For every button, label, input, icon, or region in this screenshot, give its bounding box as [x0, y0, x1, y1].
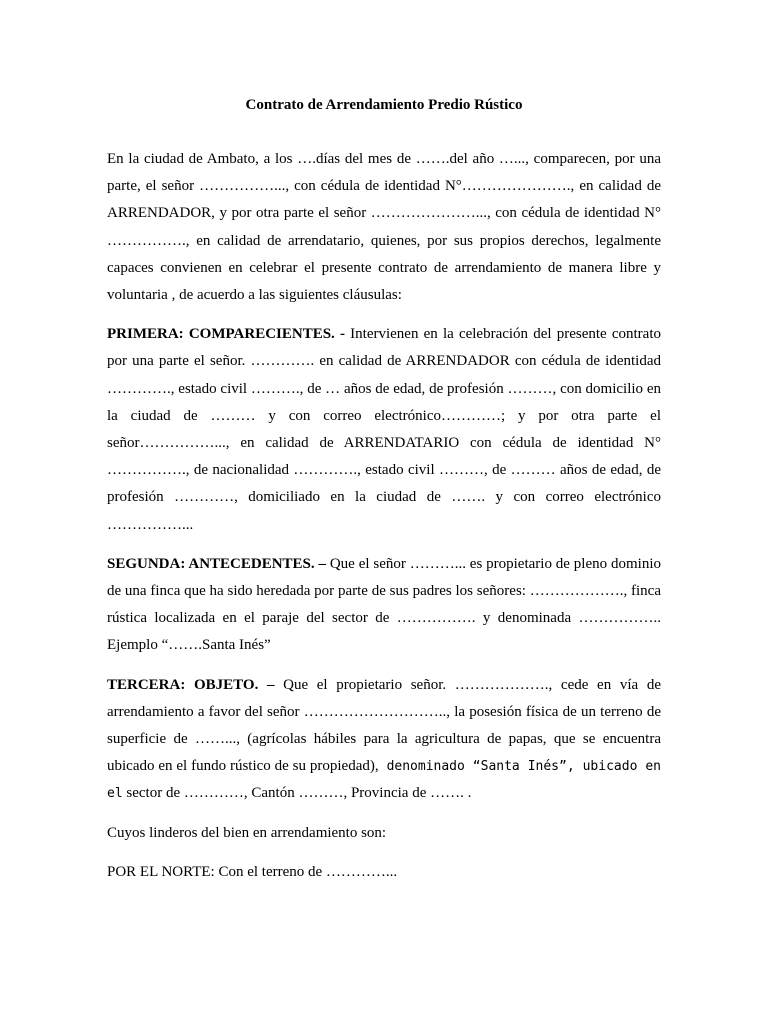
document-page	[107, 96, 661, 898]
clause-text: Que el propietario señor. ………………., cede en vía de arrendamiento a favor del señor ……………………….., la posesión física de un terreno de superficie de ……..., (agrícolas hábiles para la agricultura de papas, que se encuentra ubicado en el fundo rústico de su propiedad),	[107, 676, 662, 775]
clause-text: Intervienen en la celebración del presente contrato por una parte el señor. …………. en calidad de ARRENDADOR con cédula de identidad …………., estado civil ………., de … años de edad, de profesión ………, con domicilio en la ciudad de ……… y con correo electrónico…………; y por otra parte el señor……………..., en calidad de ARRENDATARIO con cédula de identidad N° ……………., de nacionalidad …………., estado civil ………, de ……… años de edad, de profesión …………, domiciliado en la ciudad de ……. y con correo electrónico ……………...	[107, 326, 662, 533]
clause-segunda	[107, 551, 661, 660]
document-title: Contrato de Arrendamiento Predio Rústico	[245, 97, 523, 113]
clause-text: Que el señor ………... es propietario de pleno dominio de una finca que ha sido heredada por parte de sus padres los señores: ………………., finca rústica localizada en el paraje del sector de ……………. y denominada …………….. Ejemplo “…….Santa Inés”	[107, 555, 661, 654]
clause-tercera	[107, 672, 661, 808]
clause-tail-text: sector de …………, Cantón ………, Provincia de ……. .	[122, 785, 472, 802]
clause-heading: TERCERA: OBJETO. –	[107, 676, 275, 693]
linderos-intro: Cuyos linderos del bien en arrendamiento son:	[107, 824, 387, 841]
clause-heading: SEGUNDA: ANTECEDENTES. –	[107, 555, 326, 572]
clause-heading: PRIMERA: COMPARECIENTES. -	[107, 326, 345, 343]
intro-paragraph: En la ciudad de Ambato, a los ….días del mes de …….del año …..., comparecen, por una parte, el señor ……………..., con cédula de identidad N°…………………., en calidad de ARRENDADOR, y por otra parte el señor …………………..., con cédula de identidad N° ……………., en calidad de arrendatario, quienes, por sus propios derechos, legalmente capaces convienen en celebrar el presente contrato de arrendamiento de manera libre y voluntaria , de acuerdo a las siguientes cláusulas:	[107, 151, 661, 304]
clause-primera	[107, 321, 661, 539]
lindero-norte: POR EL NORTE: Con el terreno de …………...	[107, 863, 398, 880]
clause-mono-text: denominado “Santa Inés”, ubicado en el	[107, 759, 661, 802]
